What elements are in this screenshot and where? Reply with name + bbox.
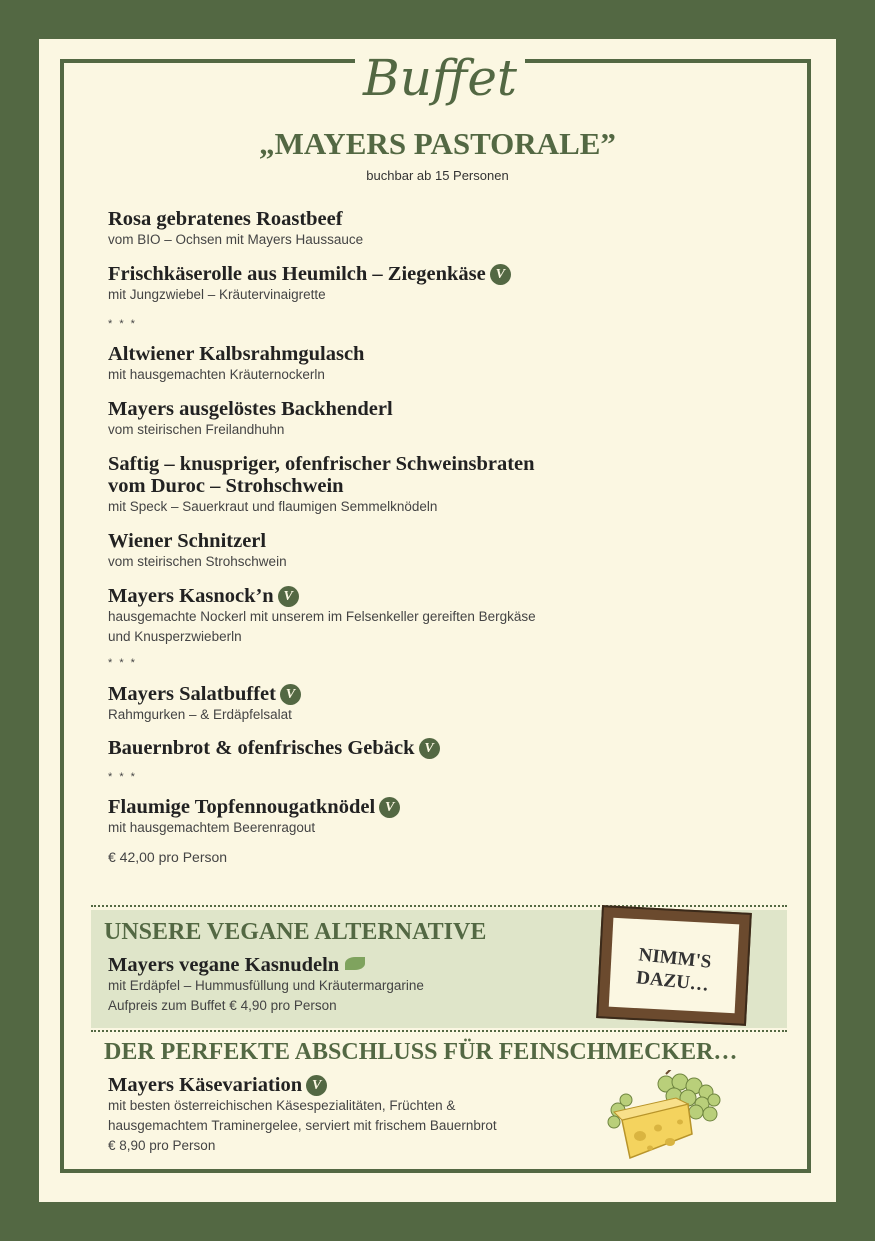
vegetarian-icon: V — [306, 1075, 327, 1096]
vegan-surcharge: Aufpreis zum Buffet € 4,90 pro Person — [108, 998, 337, 1013]
dish-desc: mit Jungzwiebel – Kräutervinaigrette — [108, 287, 326, 302]
dish-desc: vom steirischen Strohschwein — [108, 554, 287, 569]
dotted-divider — [91, 1030, 787, 1032]
dish-name: Frischkäserolle aus Heumilch – Ziegenkäse — [108, 263, 486, 285]
buffet-price: € 42,00 pro Person — [108, 849, 228, 865]
dish-schweinsbraten — [108, 453, 535, 517]
dish-name: Flaumige Topfennougatknödel — [108, 796, 376, 818]
sign-text — [609, 941, 739, 1000]
dish-desc: mit hausgemachten Kräuternockerln — [108, 367, 325, 382]
dish-name: Mayers Salatbuffet — [108, 683, 276, 705]
finale-price: € 8,90 pro Person — [108, 1138, 216, 1153]
dish-name: Altwiener Kalbsrahmgulasch — [108, 343, 365, 365]
booking-note: buchbar ab 15 Personen — [366, 168, 509, 183]
dish-name: Wiener Schnitzerl — [108, 530, 267, 552]
vegetarian-icon: V — [490, 264, 511, 285]
sign-line: DAZU… — [635, 967, 710, 996]
separator: * * * — [108, 318, 137, 330]
dish-wiener-schnitzerl — [108, 530, 287, 572]
dish-desc: mit Speck – Sauerkraut und flaumigen Semmelknödeln — [108, 499, 438, 514]
vegan-heading: UNSERE VEGANE ALTERNATIVE — [104, 919, 487, 945]
dish-desc: Rahmgurken – & Erdäpfelsalat — [108, 707, 292, 722]
dish-desc: vom steirischen Freilandhuhn — [108, 422, 285, 437]
dish-name: Mayers vegane Kasnudeln — [108, 954, 340, 976]
dish-desc: mit Erdäpfel – Hummusfüllung und Kräutermargarine — [108, 978, 424, 993]
dish-name: Saftig – knuspriger, ofenfrischer Schweinsbraten — [108, 453, 535, 475]
dish-desc: mit besten österreichischen Käsespezialitäten, Früchten & — [108, 1098, 456, 1113]
nimms-dazu-sign — [596, 905, 752, 1026]
dish-salatbuffet — [108, 683, 301, 725]
dotted-divider — [91, 905, 787, 907]
dish-desc-cont: hausgemachtem Traminergelee, serviert mit frischem Bauernbrot — [108, 1118, 497, 1133]
dish-bauernbrot — [108, 737, 440, 759]
sign-line: NIMM'S — [637, 944, 713, 973]
dish-desc: vom BIO – Ochsen mit Mayers Haussauce — [108, 232, 364, 247]
dish-name: Mayers ausgelöstes Backhenderl — [108, 398, 393, 420]
vegetarian-icon: V — [278, 586, 299, 607]
vegan-leaf-icon — [345, 957, 365, 970]
finale-heading: DER PERFEKTE ABSCHLUSS FÜR FEINSCHMECKER… — [104, 1039, 738, 1065]
dish-desc: hausgemachte Nockerl mit unserem im Felsenkeller gereiften Bergkäse — [108, 609, 536, 624]
dish-topfennougatknoedel — [108, 796, 400, 838]
dish-frischkaeserolle — [108, 263, 511, 305]
vegetarian-icon: V — [379, 797, 400, 818]
buffet-script-title: Buffet — [362, 49, 518, 107]
sign-board — [609, 918, 739, 1013]
dish-vegane-kasnudeln — [108, 954, 424, 1016]
dish-name: Bauernbrot & ofenfrisches Gebäck — [108, 737, 415, 759]
separator: * * * — [108, 657, 137, 669]
cheese-grapes-illustration — [606, 1070, 726, 1168]
dish-name: Mayers Kasnock’n — [108, 585, 274, 607]
dish-name: Mayers Käsevariation — [108, 1074, 303, 1096]
dish-name-cont: vom Duroc – Strohschwein — [108, 475, 344, 497]
dish-kalbsrahmgulasch — [108, 343, 364, 385]
dish-desc-cont: und Knusperzwieberln — [108, 629, 242, 644]
page-title: „MAYERS PASTORALE” — [259, 126, 616, 161]
dish-desc: mit hausgemachtem Beerenragout — [108, 820, 316, 835]
dish-roastbeef — [108, 208, 363, 250]
separator: * * * — [108, 771, 137, 783]
dish-kasnockn — [108, 585, 536, 647]
vegetarian-icon: V — [280, 684, 301, 705]
dish-kaesevariation — [108, 1074, 497, 1156]
dish-name: Rosa gebratenes Roastbeef — [108, 208, 343, 230]
dish-backhenderl — [108, 398, 393, 440]
vegetarian-icon: V — [419, 738, 440, 759]
